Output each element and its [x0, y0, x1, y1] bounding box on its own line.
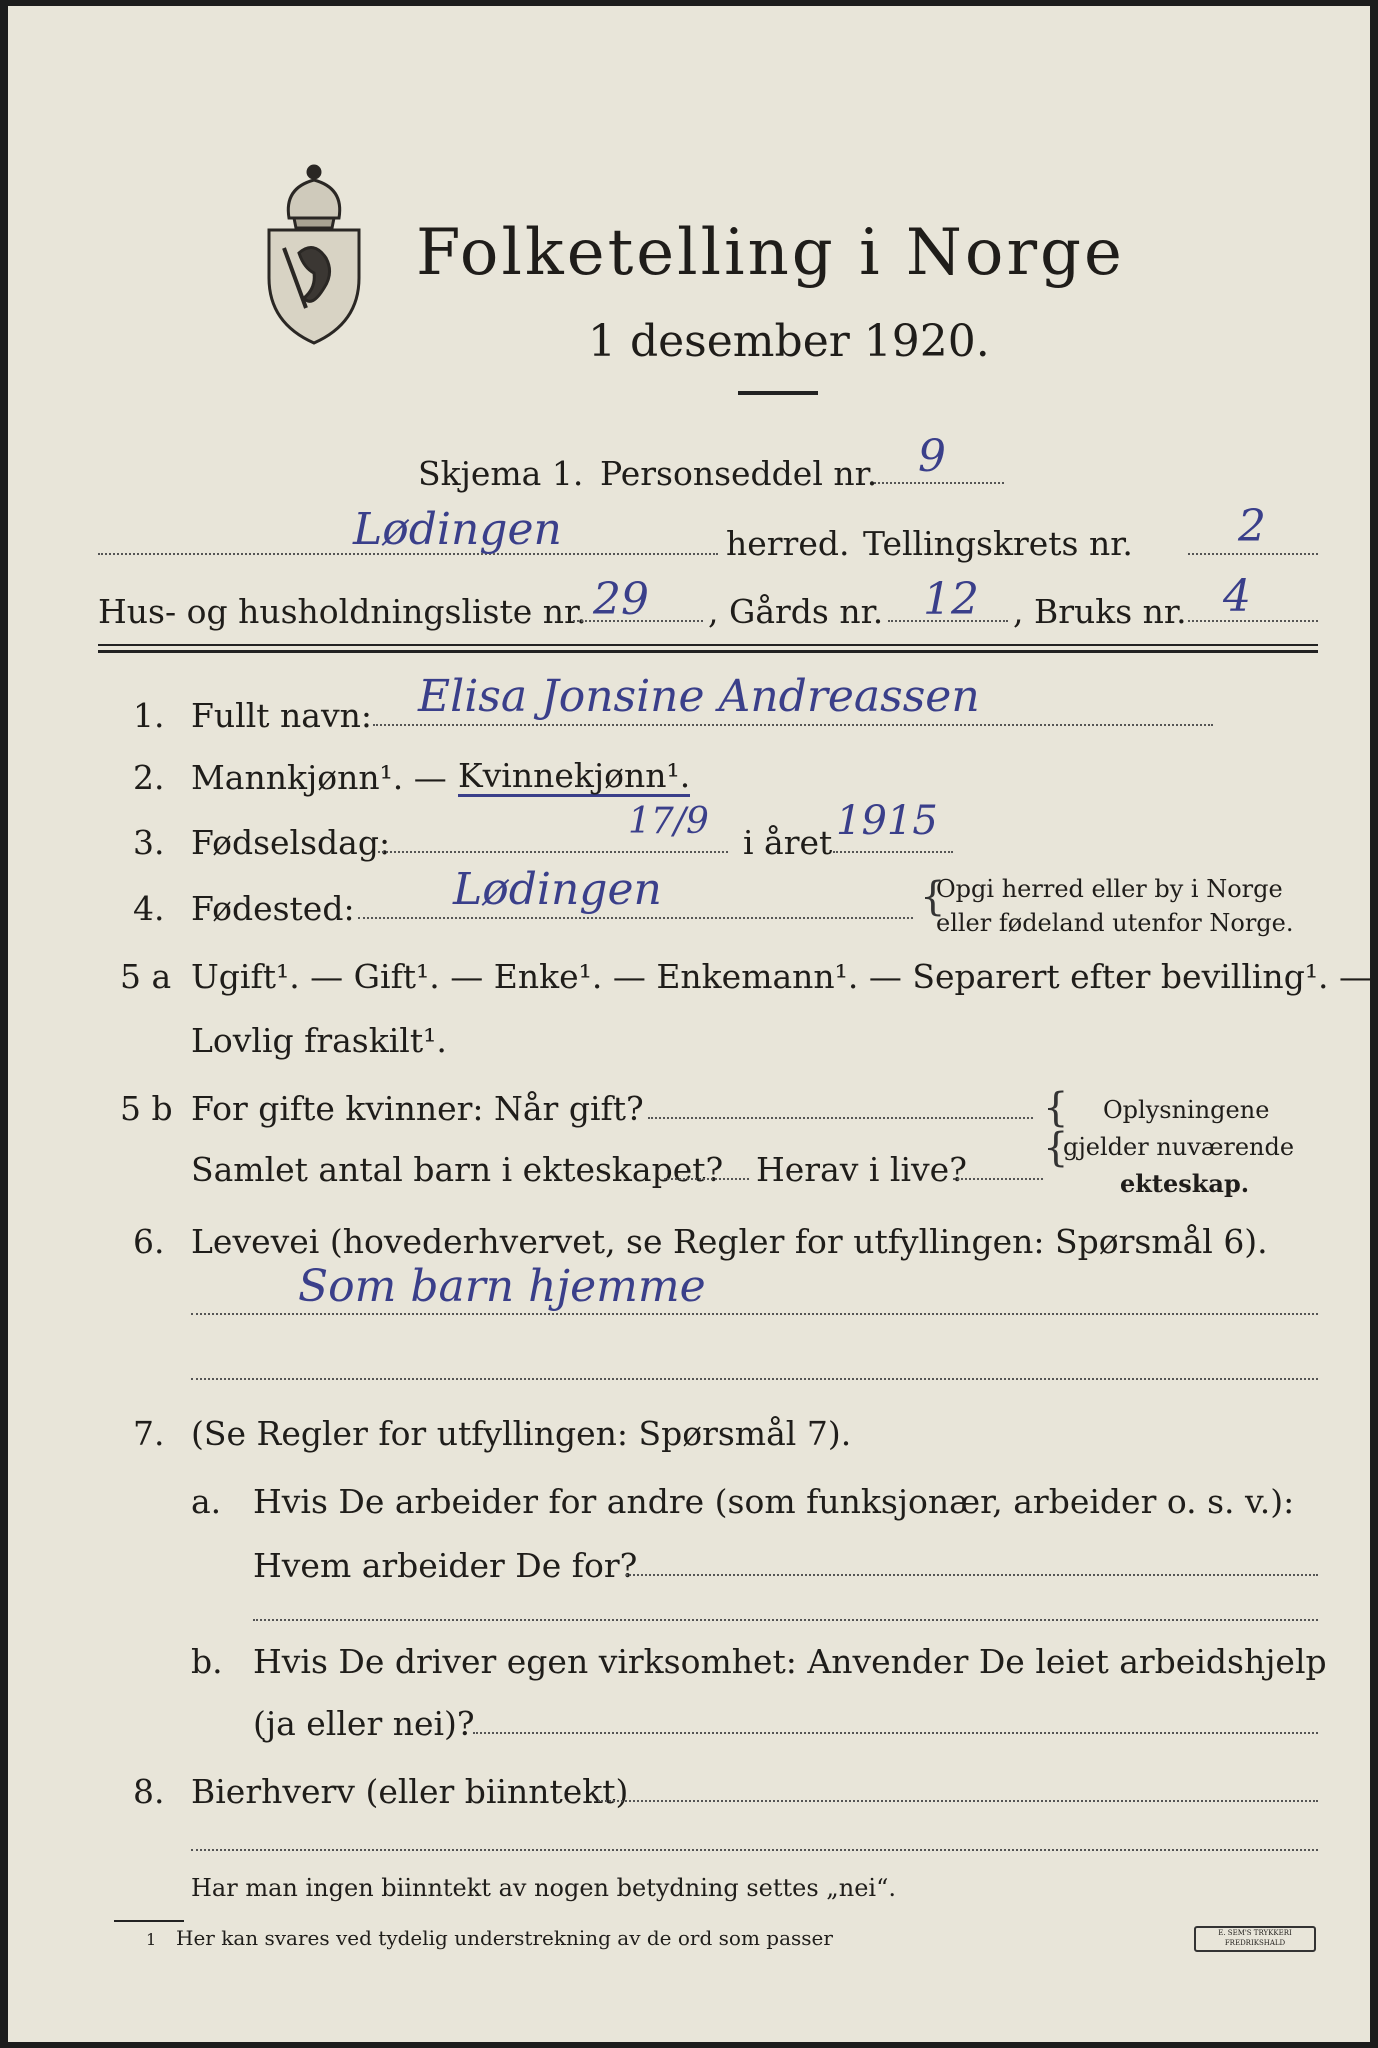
- bruks-label: , Bruks nr.: [1013, 592, 1187, 631]
- q4-field[interactable]: [358, 917, 913, 919]
- q8-field-1[interactable]: [598, 1800, 1318, 1802]
- q1-number: 1.: [133, 696, 165, 735]
- coat-of-arms-icon: [254, 158, 374, 348]
- q2-label: Mannkjønn¹. —: [191, 758, 447, 797]
- q5b-alive-field[interactable]: [953, 1178, 1043, 1180]
- tellingskrets-value: 2: [1238, 501, 1266, 552]
- personseddel-field[interactable]: [874, 482, 1004, 484]
- q5b-number: 5 b: [120, 1089, 173, 1128]
- footnote-rule: [114, 1920, 184, 1922]
- title-divider: [738, 391, 818, 395]
- q5b-children-field[interactable]: [664, 1178, 749, 1180]
- hus-label: Hus- og husholdningsliste nr.: [98, 592, 587, 631]
- q7a-letter: a.: [191, 1482, 222, 1521]
- q7b-line1: Hvis De driver egen virksomhet: Anvender De leiet arbeidshjelp: [253, 1642, 1327, 1681]
- form-date: 1 desember 1920.: [588, 316, 990, 367]
- q2-selected-option[interactable]: Kvinnekjønn¹.: [458, 756, 691, 795]
- q5b-note-line2: gjelder nuværende: [1063, 1133, 1295, 1161]
- q3-year-label: i året: [743, 823, 833, 862]
- q7a-line2: Hvem arbeider De for?: [253, 1546, 638, 1585]
- q8-number: 8.: [133, 1772, 165, 1811]
- q5b-brace: { {: [1043, 1085, 1069, 1171]
- census-form: [8, 6, 1373, 2042]
- hus-value: 29: [593, 574, 649, 625]
- bruks-value: 4: [1223, 571, 1251, 622]
- q5b-married-field[interactable]: [648, 1117, 1033, 1119]
- q7a-line1: Hvis De arbeider for andre (som funksjonær, arbeider o. s. v.):: [253, 1482, 1295, 1521]
- q3-year-field[interactable]: [833, 851, 953, 853]
- printer-stamp: E. SEM'S TRYKKERI FREDRIKSHALD: [1194, 1926, 1316, 1952]
- bruks-field[interactable]: [1188, 620, 1318, 622]
- q8-field-2[interactable]: [191, 1849, 1318, 1851]
- q4-value: Lødingen: [453, 864, 662, 915]
- header-rule-bottom: [98, 650, 1318, 653]
- q5a-number: 5 a: [120, 957, 172, 996]
- q1-field[interactable]: [373, 724, 1213, 726]
- q6-label: Levevei (hovederhvervet, se Regler for utfyllingen: Spørsmål 6).: [191, 1222, 1268, 1261]
- q4-brace: {: [920, 874, 946, 920]
- q7-number: 7.: [133, 1414, 165, 1453]
- tellingskrets-label: Tellingskrets nr.: [863, 524, 1133, 563]
- q5a-line2: Lovlig fraskilt¹.: [191, 1021, 447, 1060]
- herred-label: herred.: [726, 524, 850, 563]
- personseddel-label: Personseddel nr.: [600, 454, 878, 493]
- personseddel-value: 9: [918, 431, 946, 482]
- q5b-line1: For gifte kvinner: Når gift?: [191, 1089, 644, 1128]
- q7-label: (Se Regler for utfyllingen: Spørsmål 7).: [191, 1414, 852, 1453]
- q5b-children-label: Samlet antal barn i ekteskapet?: [191, 1150, 724, 1189]
- q7b-line2: (ja eller nei)?: [253, 1704, 475, 1743]
- q4-label: Fødested:: [191, 889, 355, 928]
- footnote-number: 1: [146, 1930, 157, 1949]
- q4-number: 4.: [133, 889, 165, 928]
- footer-note: Har man ingen biinntekt av nogen betydning settes „nei“.: [191, 1874, 896, 1902]
- q2-number: 2.: [133, 758, 165, 797]
- q5b-note-line3: ekteskap.: [1120, 1169, 1250, 1198]
- header-rule-top: [98, 644, 1318, 646]
- q6-value: Som barn hjemme: [298, 1261, 706, 1312]
- tellingskrets-field[interactable]: [1188, 553, 1318, 555]
- q3-label: Fødselsdag:: [191, 823, 391, 862]
- q3-number: 3.: [133, 823, 165, 862]
- q5a-line1: Ugift¹. — Gift¹. — Enke¹. — Enkemann¹. — Separert efter bevilling¹. —: [191, 957, 1373, 996]
- q7a-field-2[interactable]: [253, 1619, 1318, 1621]
- q6-number: 6.: [133, 1222, 165, 1261]
- q5b-note-line1: Oplysningene: [1103, 1096, 1270, 1124]
- q3-birthdate-value: 17/9: [628, 801, 709, 842]
- footnote-text: Her kan svares ved tydelig understrekning av de ord som passer: [176, 1926, 833, 1950]
- q8-label: Bierhverv (eller biinntekt): [191, 1772, 629, 1811]
- q3-birthdate-field[interactable]: [378, 851, 728, 853]
- q1-value: Elisa Jonsine Andreassen: [418, 671, 980, 722]
- form-title: Folketelling i Norge: [416, 216, 1125, 290]
- herred-value: Lødingen: [353, 504, 562, 555]
- gards-value: 12: [923, 574, 979, 625]
- skjema-label: Skjema 1.: [418, 454, 584, 493]
- q5b-alive-label: Herav i live?: [756, 1150, 967, 1189]
- q7b-field[interactable]: [473, 1732, 1318, 1734]
- q6-field-2[interactable]: [191, 1378, 1318, 1380]
- q3-year-value: 1915: [836, 798, 938, 844]
- q7a-field-1[interactable]: [626, 1574, 1318, 1576]
- q6-field-1[interactable]: [191, 1313, 1318, 1315]
- q4-note-line2: eller fødeland utenfor Norge.: [936, 909, 1294, 937]
- gards-label: , Gårds nr.: [708, 592, 884, 631]
- q7b-letter: b.: [191, 1642, 223, 1681]
- q4-note-line1: Opgi herred eller by i Norge: [936, 875, 1283, 903]
- q1-label: Fullt navn:: [191, 696, 372, 735]
